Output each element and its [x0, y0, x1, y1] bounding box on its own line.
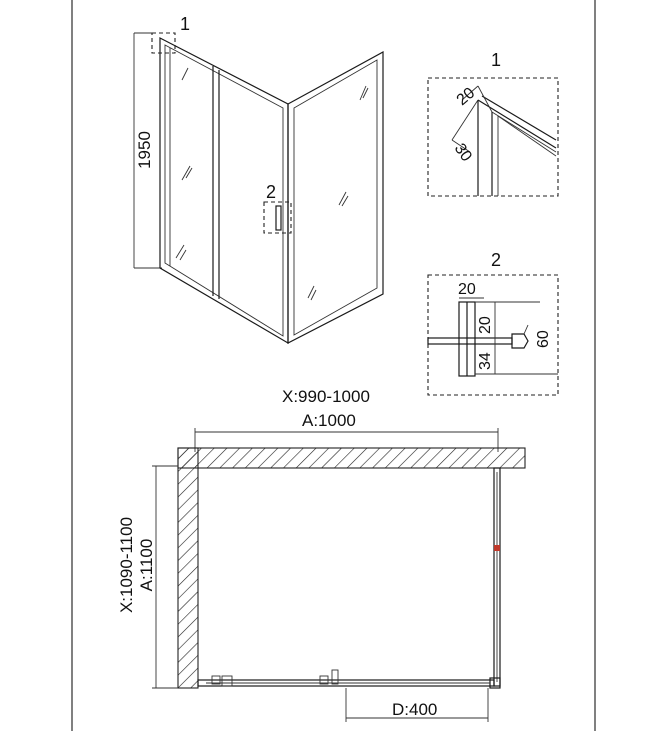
detail-2-title: 2: [491, 250, 502, 270]
height-dimension-label: 1950: [135, 131, 154, 169]
detail-2-dim-60: 60: [535, 330, 552, 348]
depth-range-label: X:1090-1100: [117, 516, 136, 614]
callout-box-1: [152, 33, 175, 53]
detail-1-dim-20: 20: [453, 84, 479, 110]
handle-mark: [494, 545, 500, 551]
detail-2: [428, 250, 558, 395]
wall-left: [178, 448, 198, 688]
detail-2-dim-34: 34: [477, 352, 494, 370]
door-width-label: D:400: [392, 700, 438, 719]
width-nominal-label: A:1000: [302, 411, 356, 430]
width-range-label: X:990-1000: [282, 387, 370, 406]
detail-1-title: 1: [491, 50, 502, 70]
plan-view: [117, 387, 525, 722]
detail-2-dim-20-side: 20: [477, 316, 494, 334]
callout-label-1: 1: [180, 14, 191, 34]
detail-1-dim-30: 30: [450, 140, 475, 165]
callout-box-2: [264, 202, 291, 233]
perspective-view: [134, 14, 383, 343]
callout-label-2: 2: [266, 182, 277, 202]
depth-nominal-label: A:1100: [137, 538, 156, 592]
wall-top: [178, 448, 525, 468]
detail-2-dim-20-top: 20: [458, 281, 476, 298]
detail-1: [428, 50, 558, 196]
